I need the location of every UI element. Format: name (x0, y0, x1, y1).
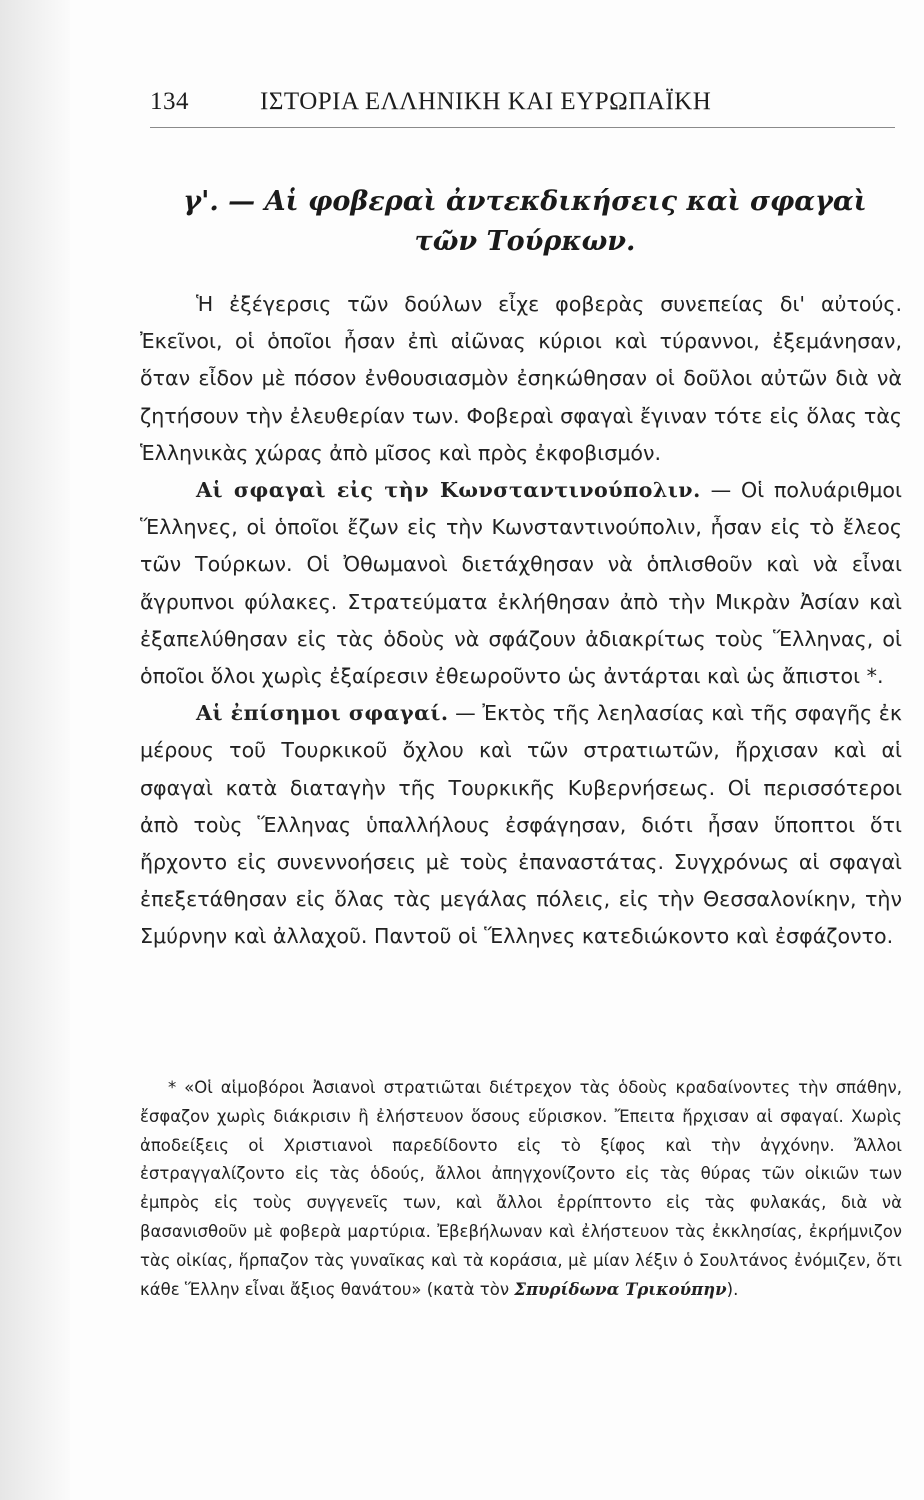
running-title: ΙΣΤΟΡΙΑ ΕΛΛΗΝΙΚΗ ΚΑΙ ΕΥΡΩΠΑΪΚΗ (260, 88, 712, 115)
footnote-tail: ). (726, 1279, 739, 1299)
page-number: 134 (150, 88, 189, 115)
footnote (140, 1074, 902, 1304)
body-text (140, 286, 902, 956)
paragraph-text: Ἡ ἐξέγερσις τῶν δούλων εἶχε φοβερὰς συνεπείας δι' αὐτούς. Ἐκεῖνοι, οἱ ὁποῖοι ἦσαν ἐπὶ αἰῶνας κύριοι καὶ τύραννοι, ἐξεμάνησαν, ὅταν εἶδον μὲ πόσον ἐνθουσιασμὸν ἐσηκώθησαν οἱ δοῦλοι αὐτῶν διὰ νὰ ζητήσουν τὴν ἐλευθερίαν των. Φοβεραὶ σφαγαὶ ἔγιναν τότε εἰς ὅλας τὰς Ἑλληνικὰς χώρας ἀπὸ μῖσος καὶ πρὸς ἐκφοβισμόν. (140, 292, 902, 465)
footnote-text: * «Οἱ αἱμοβόροι Ἀσιανοὶ στρατιῶται διέτρεχον τὰς ὁδοὺς κραδαίνοντες τὴν σπάθην, ἔσφαζον χωρὶς διάκρισιν ἢ ἐλήστευον ὅσους εὕρισκον. Ἔπειτα ἤρχισαν αἱ σφαγαί. Χωρὶς ἀποδείξεις οἱ Χριστιανοὶ παρεδίδοντο εἰς τὸ ξίφος καὶ τὴν ἀγχόνην. Ἄλλοι ἐστραγγαλίζοντο εἰς τὰς ὁδούς, ἄλλοι ἀπηγχονίζοντο εἰς τὰς θύρας τῶν οἰκιῶν των ἐμπρὸς εἰς τοὺς συγγενεῖς των, καὶ ἄλλοι ἐρρίπτοντο εἰς τὰς φυλακάς, διὰ νὰ βασανισθοῦν μὲ φοβερὰ μαρτύρια. Ἐβεβήλωναν καὶ ἐλήστευον τὰς ἐκκλησίας, ἐκρήμνιζον τὰς οἰκίας, ἥρπαζον τὰς γυναῖκας καὶ τὰ κοράσια, μὲ μίαν λέξιν ὁ Σουλτάνος ἐνόμιζεν, ὅτι κάθε Ἕλλην εἶναι ἄξιος θανάτου» (κατὰ τὸν (140, 1078, 902, 1299)
header-rule (150, 127, 895, 128)
paragraph (140, 472, 902, 695)
run-in-heading: Αἱ σφαγαὶ εἰς τὴν Κωνσταντινούπολιν. (196, 478, 701, 503)
section-title: γ'. — Αἱ φοβεραὶ ἀντεκδικήσεις καὶ σφαγαὶ τῶν Τούρκων. (183, 186, 867, 257)
paragraph-text: — Ἐκτὸς τῆς λεηλασίας καὶ τῆς σφαγῆς ἐκ μέρους τοῦ Τουρκικοῦ ὄχλου καὶ τῶν στρατιωτῶν, ἤρχισαν καὶ αἱ σφαγαὶ κατὰ διαταγὴν τῆς Τουρκικῆς Κυβερνήσεως. Οἱ περισσότεροι ἀπὸ τοὺς Ἕλληνας ὑπαλλήλους ἐσφάγησαν, διότι ἦσαν ὕποπτοι ὅτι ἤρχοντο εἰς συνεννοήσεις μὲ τοὺς ἐπαναστάτας. Συγχρόνως αἱ σφαγαὶ ἐπεξετάθησαν εἰς ὅλας τὰς μεγάλας πόλεις, εἰς τὴν Θεσσαλονίκην, τὴν Σμύρνην καὶ ἀλλαχοῦ. Παντοῦ οἱ Ἕλληνες κατεδιώκοντο καὶ ἐσφάζοντο. (140, 701, 902, 949)
paragraph (140, 286, 902, 472)
paragraph (140, 695, 902, 955)
run-in-heading: Αἱ ἐπίσημοι σφαγαί. (196, 701, 449, 726)
paragraph-text: — Οἱ πολυάριθμοι Ἕλληνες, οἱ ὁποῖοι ἔζων εἰς τὴν Κωνσταντινούπολιν, ἦσαν εἰς τὸ ἔλεος τῶν Τούρκων. Οἱ Ὀθωμανοὶ διετάχθησαν νὰ ὁπλισθοῦν καὶ νὰ εἶναι ἄγρυπνοι φύλακες. Στρατεύματα ἐκλήθησαν ἀπὸ τὴν Μικρὰν Ἀσίαν καὶ ἐξαπελύθησαν εἰς τὰς ὁδοὺς νὰ σφάζουν ἀδιακρίτως τοὺς Ἕλληνας, οἱ ὁποῖοι ὅλοι χωρὶς ἐξαίρεσιν ἐθεωροῦντο ὡς ἀντάρται καὶ ὡς ἄπιστοι *. (140, 478, 902, 689)
footnote-paragraph (140, 1074, 902, 1304)
footnote-author: Σπυρίδωνα Τρικούπην (514, 1279, 727, 1299)
